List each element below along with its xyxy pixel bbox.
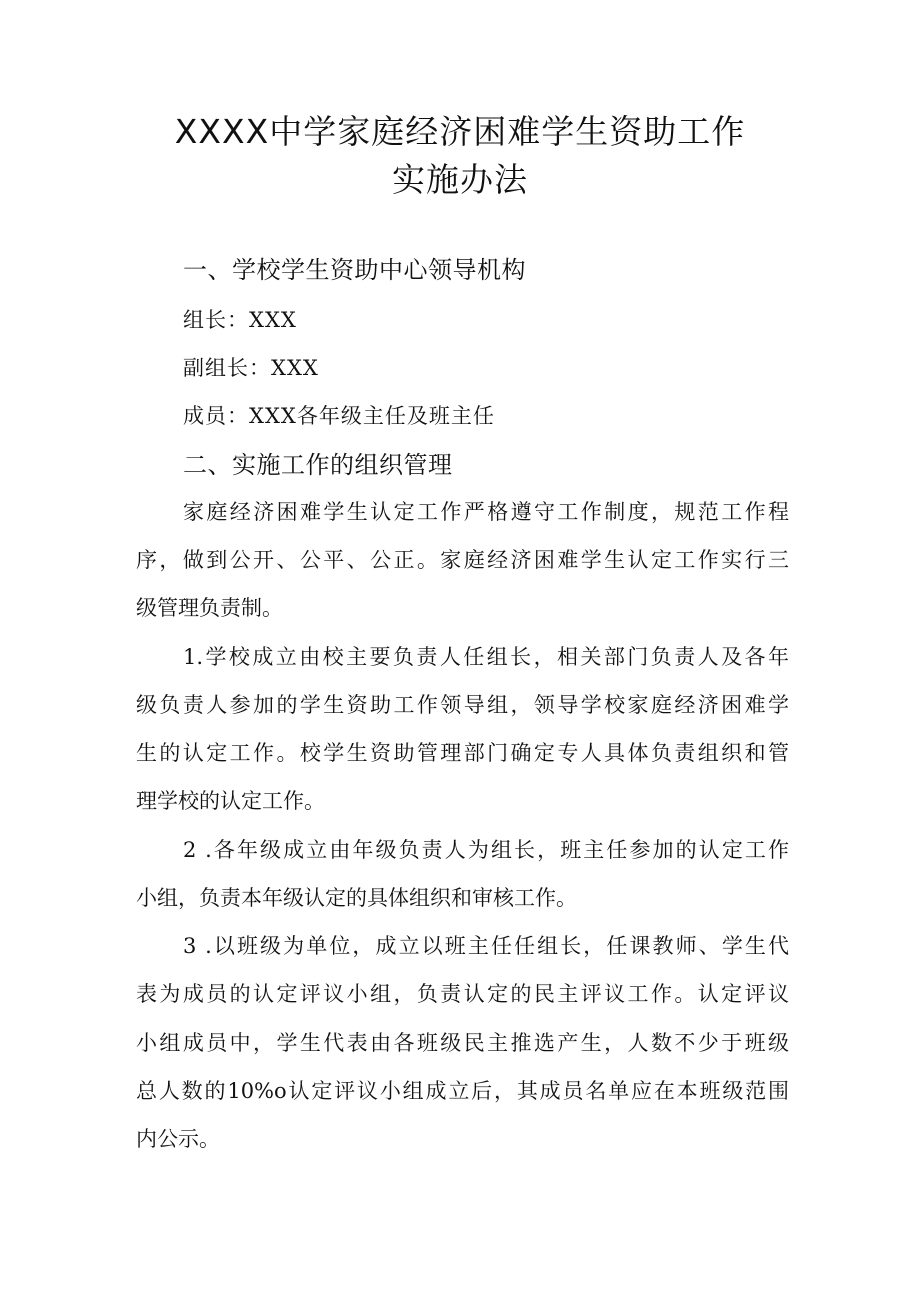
paragraph-3-line: 3 .以班级为单位，成立以班主任任组长，任课教师、学生代 <box>183 934 789 958</box>
paragraph-1-line: 级负责人参加的学生资助工作领导组，领导学校家庭经济困难学 <box>136 693 789 717</box>
paragraph-2-line: 2 .各年级成立由年级负责人为组长，班主任参加的认定工作 <box>183 838 789 862</box>
paragraph-1-line: 1.学校成立由校主要负责人任组长，相关部门负责人及各年 <box>183 645 789 669</box>
vice-leader-line: 副组长：XXX <box>183 356 319 380</box>
section-1-heading: 一、学校学生资助中心领导机构 <box>183 256 526 284</box>
paragraph-intro-line: 级管理负责制。 <box>136 596 283 620</box>
section-2-heading: 二、实施工作的组织管理 <box>183 451 453 479</box>
paragraph-intro-line: 家庭经济困难学生认定工作严格遵守工作制度，规范工作程 <box>183 500 789 524</box>
members-line: 成员：XXX各年级主任及班主任 <box>183 404 495 428</box>
paragraph-2-line: 小组，负责本年级认定的具体组织和审核工作。 <box>136 886 577 910</box>
paragraph-intro-line: 序，做到公开、公平、公正。家庭经济困难学生认定工作实行三 <box>136 548 789 572</box>
paragraph-3-line: 总人数的10%o认定评议小组成立后，其成员名单应在本班级范围 <box>136 1079 789 1103</box>
paragraph-1-line: 生的认定工作。校学生资助管理部门确定专人具体负责组织和管 <box>136 741 789 765</box>
paragraph-3-line: 内公示。 <box>136 1127 220 1151</box>
leader-line: 组长：XXX <box>183 308 297 332</box>
document-title-line-1: XXXX中学家庭经济困难学生资助工作 <box>174 112 746 151</box>
paragraph-1-line: 理学校的认定工作。 <box>136 789 325 813</box>
document-title-line-2: 实施办法 <box>392 160 528 199</box>
paragraph-3-line: 表为成员的认定评议小组，负责认定的民主评议工作。认定评议 <box>136 982 789 1006</box>
paragraph-3-line: 小组成员中，学生代表由各班级民主推选产生，人数不少于班级 <box>136 1031 789 1055</box>
